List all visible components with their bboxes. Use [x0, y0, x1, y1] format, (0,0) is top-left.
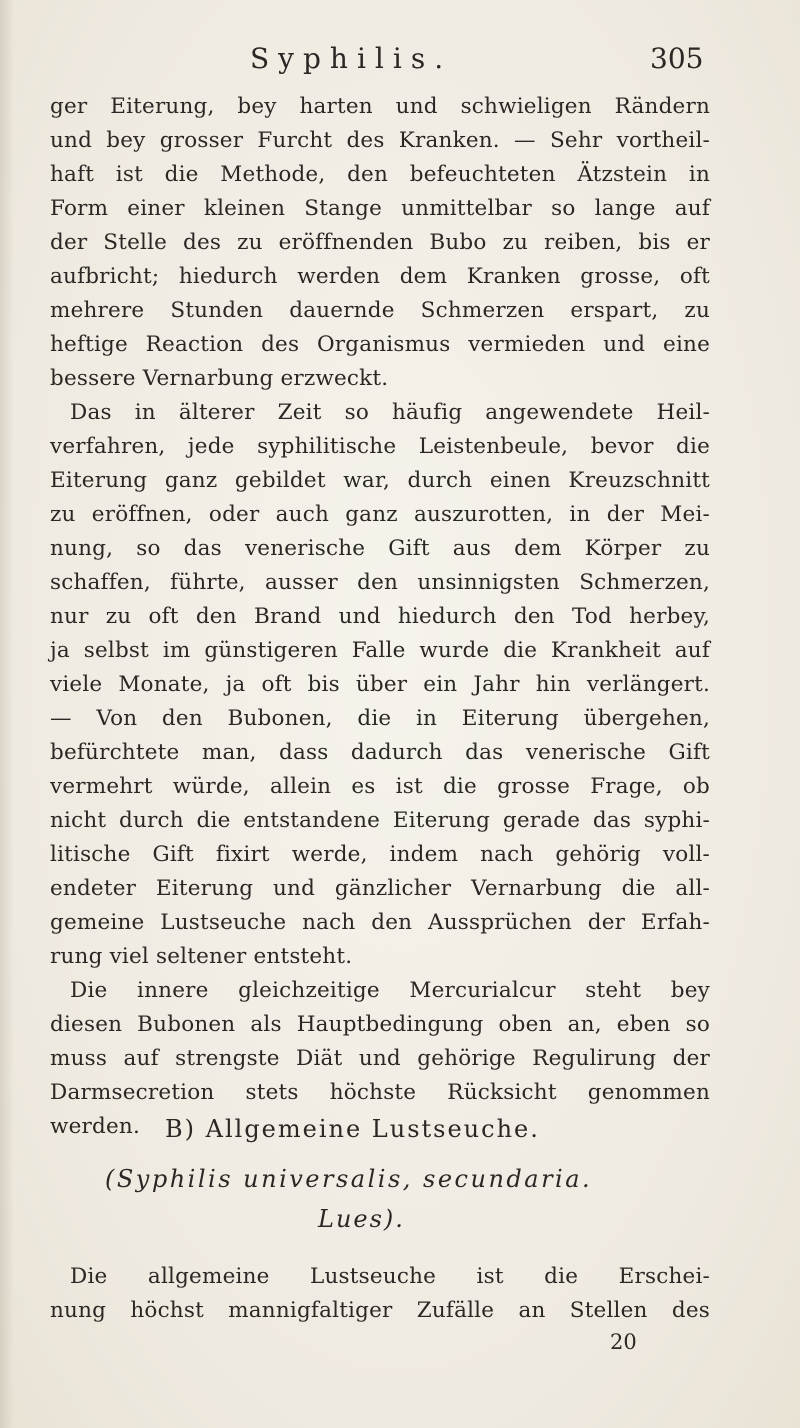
text-line: Die allgemeine Lustseuche ist die Erschei- [70, 1264, 710, 1289]
text-line: endeter Eiterung und gänzlicher Vernarbung die all- [50, 876, 710, 901]
text-line: Darmsecretion stets höchste Rücksicht genommen [50, 1080, 710, 1105]
text-line: Form einer kleinen Stange unmittelbar so lange auf [50, 196, 710, 221]
text-line: muss auf strengste Diät und gehörige Regulirung der [50, 1046, 710, 1071]
text-line: bessere Vernarbung erzweckt. [50, 366, 389, 391]
text-line: Die innere gleichzeitige Mercurialcur steht bey [70, 978, 710, 1003]
text-line: nung höchst mannigfaltiger Zufälle an Stellen des [50, 1298, 710, 1323]
text-line: diesen Bubonen als Hauptbedingung oben an, eben so [50, 1012, 710, 1037]
text-line: heftige Reaction des Organismus vermieden und eine [50, 332, 710, 357]
text-line: nur zu oft den Brand und hiedurch den Tod herbey, [50, 604, 710, 629]
text-line: zu eröffnen, oder auch ganz auszurotten, in der Mei- [50, 502, 710, 527]
text-line: rung viel seltener entsteht. [50, 944, 353, 969]
text-line: ja selbst im günstigeren Falle wurde die Krankheit auf [50, 638, 710, 663]
text-line: haft ist die Methode, den befeuchteten Ätzstein in [50, 162, 710, 187]
page-number: 305 [650, 42, 704, 75]
page-edge-shadow [0, 0, 14, 1428]
text-line: — Von den Bubonen, die in Eiterung übergehen, [50, 706, 710, 731]
text-line: viele Monate, ja oft bis über ein Jahr hin verlängert. [50, 672, 710, 697]
text-line: litische Gift fixirt werde, indem nach gehörig voll- [50, 842, 710, 867]
text-line: Eiterung ganz gebildet war, durch einen Kreuzschnitt [50, 468, 710, 493]
text-line: verfahren, jede syphilitische Leistenbeule, bevor die [50, 434, 710, 459]
text-line: vermehrt würde, allein es ist die grosse Frage, ob [50, 774, 710, 799]
text-line: Das in älterer Zeit so häufig angewendete Heil- [70, 400, 710, 425]
text-line: schaffen, führte, ausser den unsinnigsten Schmerzen, [50, 570, 710, 595]
text-line: und bey grosser Furcht des Kranken. — Sehr vortheil- [50, 128, 710, 153]
text-line: ger Eiterung, bey harten und schwieligen Rändern [50, 94, 710, 119]
closing-text [50, 1260, 710, 1328]
text-line: gemeine Lustseuche nach den Aussprüchen der Erfah- [50, 910, 710, 935]
running-head [0, 42, 800, 82]
text-line: nicht durch die entstandene Eiterung gerade das syphi- [50, 808, 710, 833]
text-line: befürchtete man, dass dadurch das venerische Gift [50, 740, 710, 765]
signature-mark: 20 [610, 1330, 637, 1354]
text-line: nung, so das venerische Gift aus dem Körper zu [50, 536, 710, 561]
section-title: B) Allgemeine Lustseuche. [165, 1115, 540, 1143]
section-latin-subtitle: (Syphilis universalis, secundaria. [105, 1165, 593, 1193]
section-latin-subtitle-cont: Lues). [318, 1205, 405, 1233]
running-title: Syphilis. [250, 42, 453, 75]
text-line: der Stelle des zu eröffnenden Bubo zu reiben, bis er [50, 230, 710, 255]
text-line: werden. [50, 1114, 140, 1139]
text-line: aufbricht; hiedurch werden dem Kranken grosse, oft [50, 264, 710, 289]
body-text [50, 90, 710, 1144]
text-line: mehrere Stunden dauernde Schmerzen erspart, zu [50, 298, 710, 323]
